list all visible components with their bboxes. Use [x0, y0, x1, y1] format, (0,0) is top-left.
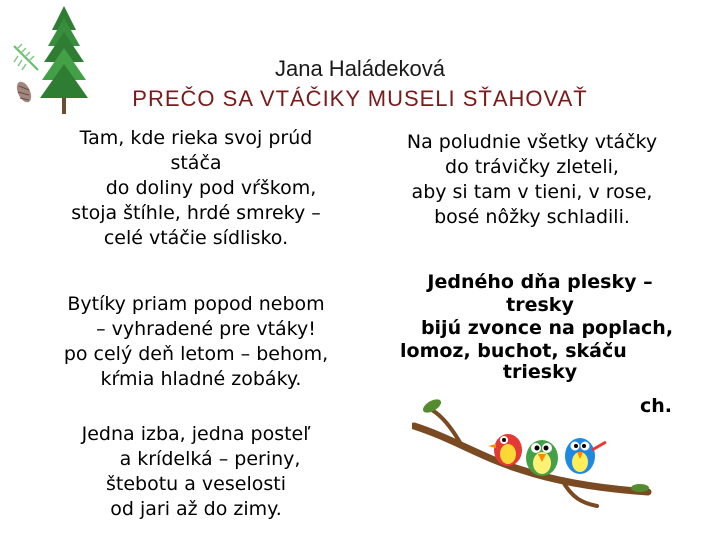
- poem-title: PREČO SA VTÁČIKY MUSELI SŤAHOVAŤ: [132, 86, 588, 111]
- stanza-2: [26, 292, 366, 392]
- stanza-line: bijú zvonce na poplach,: [420, 317, 674, 339]
- stanza-line: triesky: [502, 361, 578, 383]
- stanza-line: celé vtáčie sídlisko.: [103, 227, 289, 249]
- author-name: Jana Haládeková: [274, 56, 445, 81]
- stanza-line: kŕmia hladné zobáky.: [100, 368, 302, 390]
- stanza-line: Tam, kde rieka svoj prúd: [79, 127, 313, 149]
- stanza-line: do doliny pod vŕškom,: [105, 177, 317, 199]
- stanza-line: Bytíky priam popod nebom: [67, 293, 325, 315]
- stanza-3: [26, 422, 366, 522]
- stanza-5-line-end: ch.: [640, 395, 673, 417]
- stanza-line: bosé nôžky schladili.: [434, 206, 630, 228]
- stanza-line: od jari až do zimy.: [110, 498, 282, 520]
- stanza-line: do trávičky zleteli,: [445, 156, 619, 178]
- stanza-line: aby si tam v tieni, v rose,: [411, 181, 653, 203]
- stanza-line: – vyhradené pre vtáky!: [96, 318, 316, 340]
- stanza-1: [26, 126, 366, 251]
- stanza-line: Na poludnie všetky vtáčky: [406, 131, 658, 153]
- stanza-line: štebotu a veselosti: [106, 473, 286, 495]
- stanza-line: Jedného dňa plesky –: [427, 271, 653, 293]
- birds-on-branch-illustration: [412, 388, 652, 508]
- stanza-line: lomoz, buchot, skáču: [400, 340, 627, 362]
- stanza-line: a krídelká – periny,: [119, 448, 301, 470]
- stanza-line: Jedna izba, jedna posteľ: [81, 423, 311, 445]
- stanza-5: [390, 271, 690, 384]
- stanza-line: stoja štíhle, hrdé smreky –: [71, 202, 321, 224]
- stanza-line: tresky: [506, 294, 574, 316]
- stanza-line: stáča: [170, 152, 222, 174]
- stanza-line: po celý deň letom – behom,: [63, 343, 329, 365]
- stanza-4: [372, 130, 692, 230]
